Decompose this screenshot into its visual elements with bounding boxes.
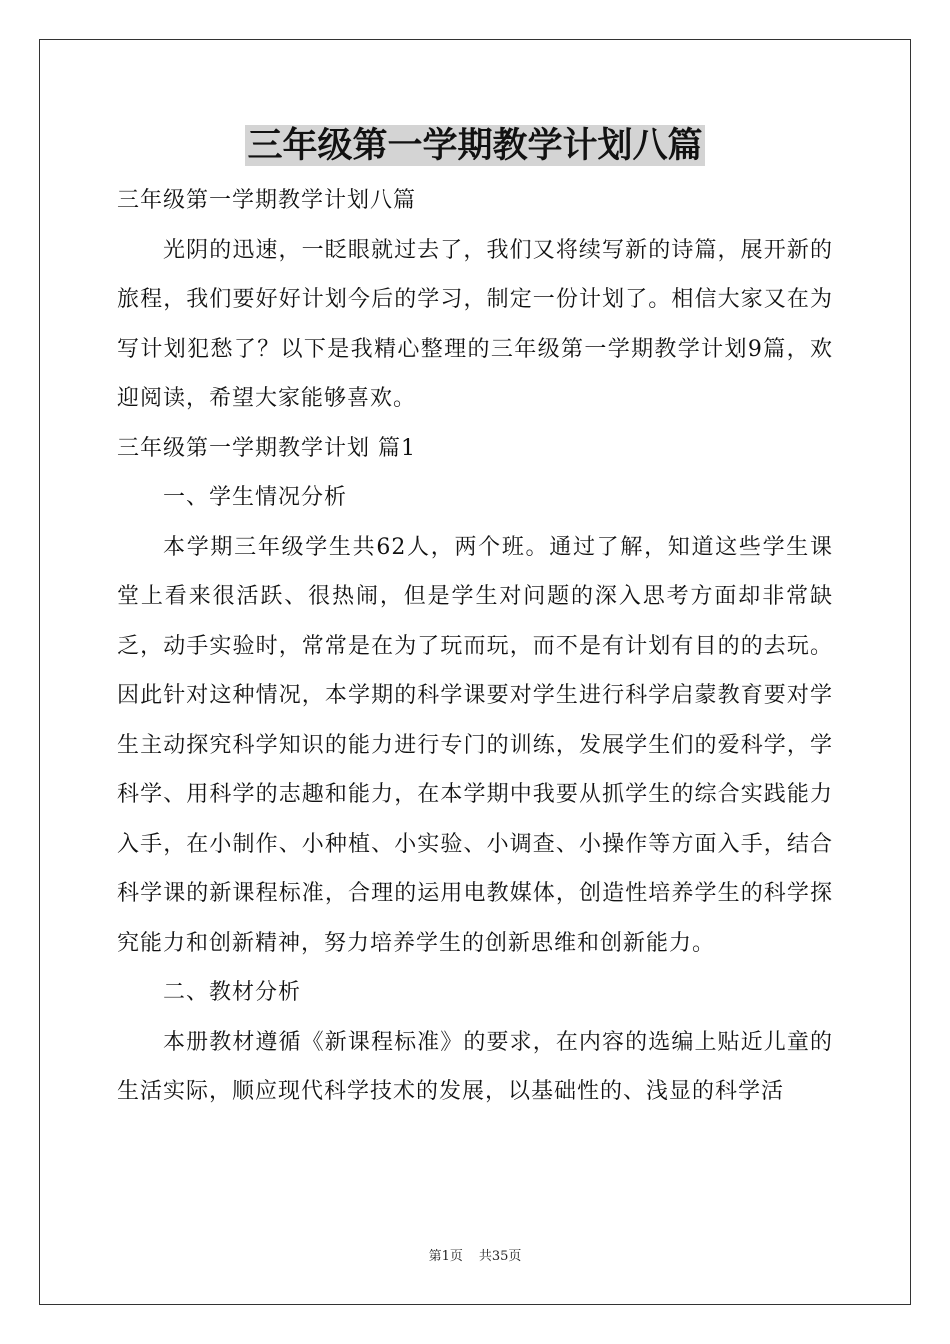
paragraph-textbook-analysis: 本册教材遵循《新课程标准》的要求，在内容的选编上贴近儿童的生活实际，顺应现代科学技术的发展，以基础性的、浅显的科学活 — [117, 1029, 833, 1104]
page-footer — [0, 1248, 950, 1266]
total-pages: 共35页 — [478, 1249, 522, 1264]
paragraph-student-analysis: 本学期三年级学生共62人，两个班。通过了解，知道这些学生课堂上看来很活跃、很热闹，但是学生对问题的深入思考方面却非常缺乏，动手实验时，常常是在为了玩而玩，而不是有计划有目的的去玩。因此针对这种情况，本学期的科学课要对学生进行科学启蒙教育要对学生主动探究科学知识的能力进行专门的训练，发展学生们的爱科学，学科学、用科学的志趣和能力，在本学期中我要从抓学生的综合实践能力入手，在小制作、小种植、小实验、小调查、小操作等方面入手，结合科学课的新课程标准，合理的运用电教媒体，创造性培养学生的科学探究能力和创新精神，努力培养学生的创新思维和创新能力。 — [117, 534, 833, 956]
document-title-text: 三年级第一学期教学计划八篇 — [247, 125, 703, 166]
page-number: 第1页 — [428, 1249, 463, 1264]
paragraph-intro: 光阴的迅速，一眨眼就过去了，我们又将续写新的诗篇，展开新的旅程，我们要好好计划今后的学习，制定一份计划了。相信大家又在为写计划犯愁了？以下是我精心整理的三年级第一学期教学计划9篇，欢迎阅读，希望大家能够喜欢。 — [117, 237, 833, 411]
heading-textbook-analysis: 二、教材分析 — [163, 980, 302, 1005]
document-title — [0, 122, 950, 170]
document-body — [117, 176, 833, 1117]
section-heading-plan-1: 三年级第一学期教学计划 篇1 — [117, 435, 416, 461]
paragraph-subtitle: 三年级第一学期教学计划八篇 — [117, 188, 417, 213]
heading-student-analysis: 一、学生情况分析 — [163, 485, 348, 510]
